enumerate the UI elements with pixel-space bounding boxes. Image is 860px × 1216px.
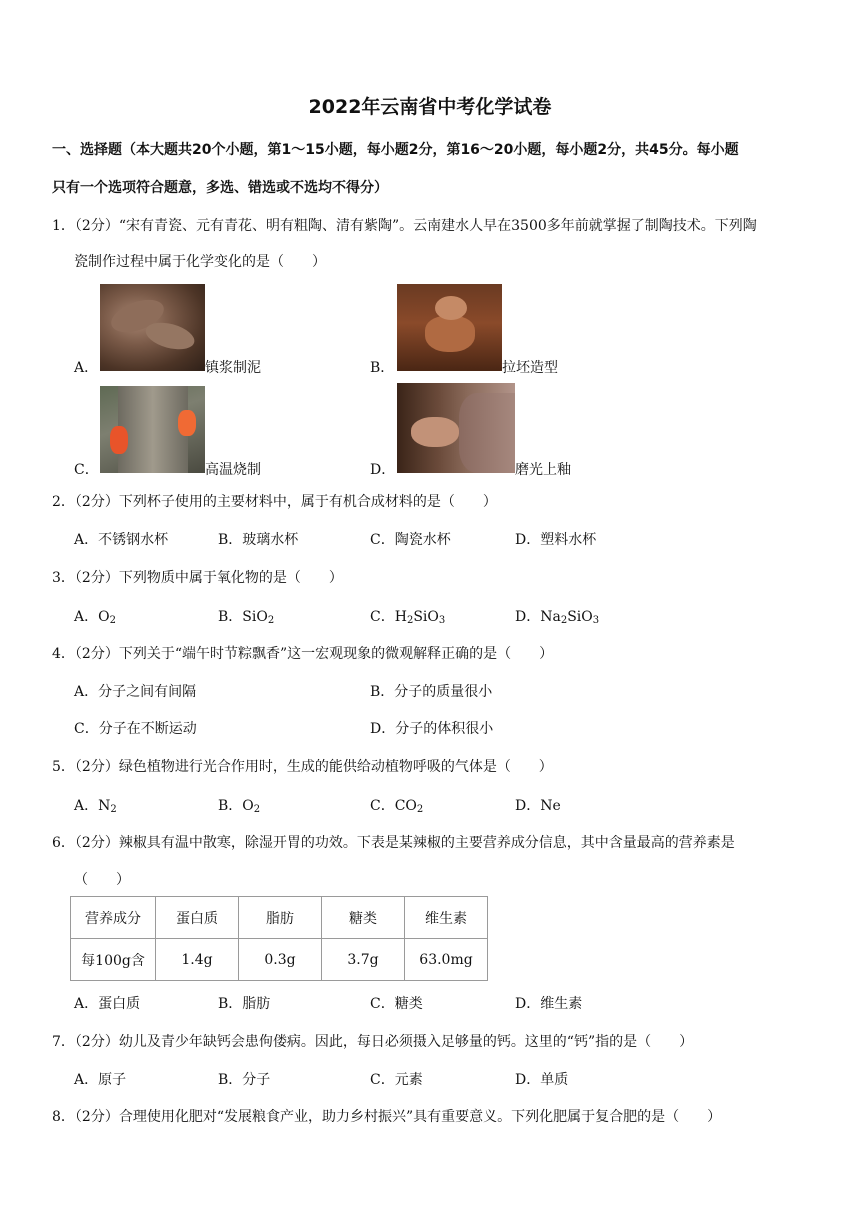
option-b-caption: 拉坯造型 [502,360,558,376]
question-2-option-a[interactable]: A．不锈钢水杯 [74,532,169,548]
question-7-stem: 7．（2分）幼儿及青少年缺钙会患佝偻病。因此，每日必须摄入足够量的钙。这里的“钙”指的是（ ） [52,1034,694,1050]
section-heading-line1: 一、选择题（本大题共20个小题，第1～15小题，每小题2分，第16～20小题，每小题2分，共45分。每小题 [52,142,739,158]
option-a-letter[interactable]: A． [74,360,99,376]
table-cell: 0.3g [239,939,322,981]
question-6-option-b[interactable]: B．脂肪 [218,996,271,1012]
question-6-option-a[interactable]: A．蛋白质 [74,996,141,1012]
question-1-stem-line2: 瓷制作过程中属于化学变化的是（ ） [74,254,326,270]
question-2-option-b[interactable]: B．玻璃水杯 [218,532,299,548]
question-6-option-d[interactable]: D．维生素 [515,996,583,1012]
kiln-firing-photo [100,386,205,473]
clay-kneading-photo [100,284,205,371]
table-cell: 每100g含 [71,939,156,981]
table-cell: 3.7g [322,939,405,981]
question-7-option-c[interactable]: C．元素 [370,1072,423,1088]
question-6-stem-line2: （ ） [74,872,130,888]
table-header-cell: 营养成分 [71,897,156,939]
question-2-stem: 2．（2分）下列杯子使用的主要材料中，属于有机合成材料的是（ ） [52,494,497,510]
question-7-option-b[interactable]: B．分子 [218,1072,271,1088]
question-5-stem: 5．（2分）绿色植物进行光合作用时，生成的能供给动植物呼吸的气体是（ ） [52,759,553,775]
question-1-stem-line1: 1．（2分）“宋有青瓷、元有青花、明有粗陶、清有紫陶”。云南建水人早在3500多年前就掌握了制陶技术。下列陶 [52,218,757,234]
glazing-photo [397,383,515,473]
question-6-stem-line1: 6．（2分）辣椒具有温中散寒，除湿开胃的功效。下表是某辣椒的主要营养成分信息，其中含量最高的营养素是 [52,835,735,851]
question-8-stem: 8．（2分）合理使用化肥对“发展粮食产业，助力乡村振兴”具有重要意义。下列化肥属于复合肥的是（ ） [52,1109,722,1125]
question-4-option-b[interactable]: B．分子的质量很小 [370,684,493,700]
question-4-option-d[interactable]: D．分子的体积很小 [370,721,494,737]
page-title: 2022年云南省中考化学试卷 [308,96,552,118]
question-2-option-c[interactable]: C．陶瓷水杯 [370,532,451,548]
question-3-option-d[interactable]: D．$Na_2SiO_3$ [515,609,600,626]
question-4-option-a[interactable]: A．分子之间有间隔 [74,684,197,700]
question-6-option-c[interactable]: C．糖类 [370,996,423,1012]
table-cell: 63.0mg [405,939,488,981]
question-5-option-b[interactable]: B．$O_2$ [218,798,261,815]
nutrition-table [70,896,488,981]
table-cell: 1.4g [156,939,239,981]
table-header-row [71,897,488,939]
section-heading-line2: 只有一个选项符合题意，多选、错选或不选均不得分） [52,180,388,196]
question-3-option-c[interactable]: C．$H_2SiO_3$ [370,609,446,626]
option-b-letter[interactable]: B． [370,360,395,376]
question-3-option-a[interactable]: A．$O_2$ [74,609,116,626]
table-header-cell: 脂肪 [239,897,322,939]
question-7-option-d[interactable]: D．单质 [515,1072,569,1088]
table-header-cell: 蛋白质 [156,897,239,939]
question-4-option-c[interactable]: C．分子在不断运动 [74,721,197,737]
option-d-letter[interactable]: D． [370,462,396,478]
question-3-option-b[interactable]: B．SiO$_2$ [218,609,275,626]
table-header-cell: 维生素 [405,897,488,939]
option-a-caption: 镇浆制泥 [205,360,261,376]
question-5-option-a[interactable]: A．$N_2$ [74,798,117,815]
question-4-stem: 4．（2分）下列关于“端午时节粽飘香”这一宏观现象的微观解释正确的是（ ） [52,646,554,662]
question-7-option-a[interactable]: A．原子 [74,1072,127,1088]
pottery-wheel-photo [397,284,502,371]
question-5-option-c[interactable]: C．$CO_2$ [370,798,424,815]
option-d-caption: 磨光上釉 [515,462,571,478]
option-c-caption: 高温烧制 [205,462,261,478]
table-row [71,939,488,981]
question-3-stem: 3．（2分）下列物质中属于氧化物的是（ ） [52,570,343,586]
question-5-option-d[interactable]: D．Ne [515,798,561,814]
option-c-letter[interactable]: C． [74,462,99,478]
question-2-option-d[interactable]: D．塑料水杯 [515,532,597,548]
table-header-cell: 糖类 [322,897,405,939]
